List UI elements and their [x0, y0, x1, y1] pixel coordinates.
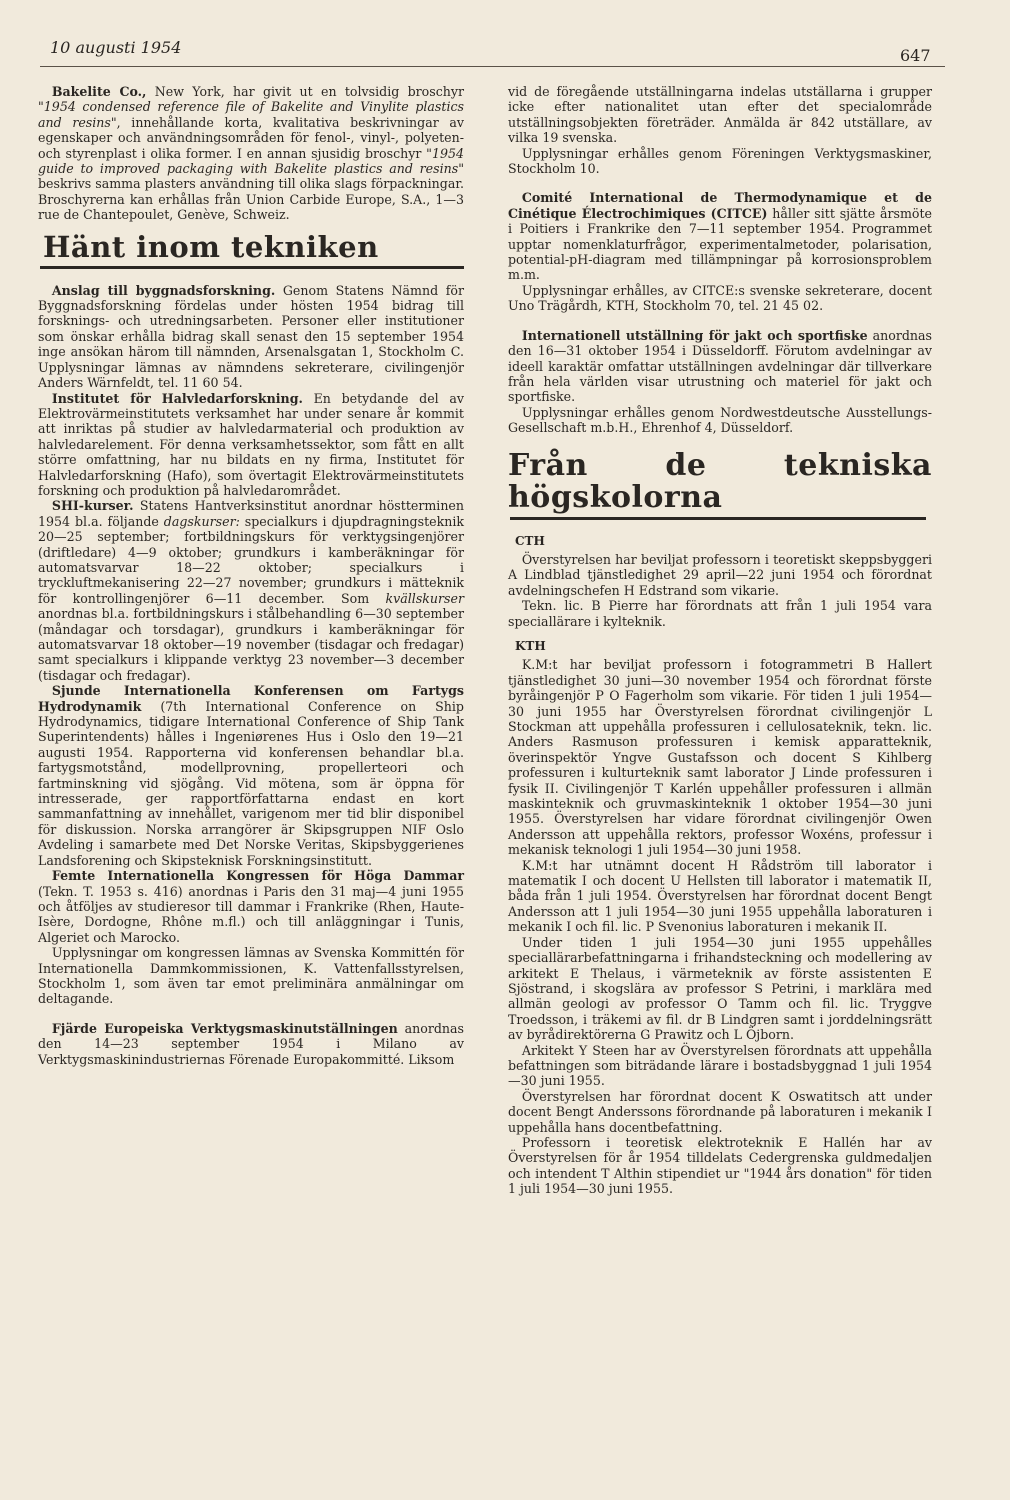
halvledar-article: Institutet för Halvledarforskning. En betydande del av Elektrovärmeinstitutets verksamhet har under senare år kommit att inriktas på studier av halvledarmaterial och produktion av halvledarelement. För denna verksamhetssektor, som fått en allt större omfattning, har nu bildats en ny firma, Institutet för Halvledarforskning (Hafo), som övertagit Elektrovärmeinstitutets forskning och produktion på halvledarområdet. — [38, 390, 464, 498]
cth-heading: CTH — [515, 533, 545, 548]
left-column — [38, 84, 464, 1067]
anslag-article: Anslag till byggnadsforskning. Genom Statens Nämnd för Byggnadsforskning fördelas under hösten 1954 bidrag till forsknings- och utredningsarbeten. Personer eller institutioner som önskar erhålla bidrag skall senast den 15 september 1954 inge ansökan härom till nämnden, Arsenalsgatan 1, Stockholm C. Upplysningar lämnas av nämndens sekreterare, civilingenjör Anders Wärnfeldt, tel. 11 60 54. — [38, 282, 464, 391]
section-rule — [40, 266, 464, 269]
article-lead: Comité International de Thermodynamique et de Cinétique Électrochimiques (CITCE) — [508, 190, 932, 221]
brochure-title: "1954 guide to improved packaging with Bakelite plastics and resins" — [38, 145, 464, 177]
article-lead: Internationell utställning för jakt och sportfiske — [521, 327, 868, 343]
fjarde-article: Fjärde Europeiska Verktygsmaskinutställningen anordnas den 14—23 september 1954 i Milano av Verktygsmaskinindustriernas Förenade Europakommitté. Liksom — [38, 1020, 464, 1067]
article-lead: Bakelite Co., — [51, 84, 147, 99]
shi-article: SHI-kurser. Statens Hantverksinstitut anordnar höstterminen 1954 bl.a. följande dagskurser: specialkurs i djupdragningsteknik 20—25 september; fortbildningskurs för verktygsingenjörer (driftledare) 4—9 oktober; grundkurs i kamberäkningar för automatsvarvar 18—22 oktober; specialkurs i tryckluftmekanisering 22—27 november; grundkurs i mätteknik för kontrollingenjörer 6—11 december. Som kvällskurser anordnas bl.a. fortbildningskurs i stålbehandling 6—30 september (måndagar och torsdagar), grundkurs i kamberäkningar för automatsvarvar 18 oktober—19 november (tisdagar och fredagar) samt specialkurs i klippande verktyg 23 november—3 december (tisdagar och fredagar). — [38, 498, 464, 683]
section-rule — [510, 517, 926, 520]
article-lead: Anslag till byggnadsforskning. — [51, 282, 276, 298]
section-heading: Från de tekniska högskolorna — [508, 447, 932, 515]
article-lead: Fjärde Europeiska Verktygsmaskinutställningen — [51, 1020, 398, 1036]
article-lead: Sjunde Internationella Konferensen om Fartygs Hydrodynamik — [38, 683, 464, 714]
brochure-title: "1954 condensed reference file of Bakelite and Vinylite plastics and resins" — [38, 99, 464, 130]
header-rule — [40, 66, 945, 67]
article-lead: Institutet för Halvledarforskning. — [51, 390, 303, 406]
femte-article: Femte Internationella Kongressen för Höga Dammar (Tekn. T. 1953 s. 416) anordnas i Paris den 31 maj—4 juni 1955 och åtföljes av studieresor till dammar i Frankrike (Rhen, Haute-Isère, Dordogne, Rhône m.fl.) och till anläggningar i Tunis, Algeriet och Marocko. Upplysningar om kongressen lämnas av Svenska Kommittén för Internationella Dammkommissionen, K. Vattenfallsstyrelsen, Stockholm 1, som även tar emot preliminära anmälningar om deltagande. — [38, 868, 464, 1007]
article-lead: SHI-kurser. — [51, 498, 134, 514]
page-number: 647 — [900, 46, 931, 65]
kth-heading: KTH — [515, 638, 546, 653]
citce-article: Comité International de Thermodynamique et de Cinétique Électrochimiques (CITCE) håller sitt sjätte årsmöte i Poitiers i Frankrike den 7—11 september 1954. Programmet upptar nomenklaturfrågor, experimentalmetoder, polarisation, potential-pH-diagram med tillämpningar på korrosionsproblem m.m. Upplysningar erhålles, av CITCE:s svenske sekreterare, docent Uno Trägårdh, KTH, Stockholm 70, tel. 21 45 02. — [508, 190, 932, 314]
sjunde-article: Sjunde Internationella Konferensen om Fartygs Hydrodynamik (7th International Conference on Ship Hydrodynamics, tidigare International Conference of Ship Tank Superintendents) hålles i Ingeniørenes Hus i Oslo den 19—21 augusti 1954. Rapporterna vid konferensen behandlar bl.a. fartygsmotstånd, modellprovning, propellerteori och fartminskning vid sjögång. Vid mötena, som är öppna för intresserade, ger rapportförfattarna endast en kort sammanfattning av innehållet, varigenom mer tid blir disponibel för diskussion. Norska arrangörer är Skipsgruppen NIF Oslo Avdeling i samarbete med Det Norske Veritas, Skipsbyggerienes Landsforening och Skipsteknisk Forskningsinstitutt. — [38, 683, 464, 868]
right-column: vid de föregående utställningarna indelas utställarna i grupper icke efter nationalitet utan efter det specialområde utställningsobjekten företräder. Anmälda är 842 utställare, av vilka 19 svenska. Upplysningar erhålles genom Föreningen Verktygsmaskiner, Stockholm 10. Comité International de Thermodynamique et de Cinétique Électrochimiques (CITCE) håller sitt sjätte årsmöte i Poitiers i Frankrike den 7—11 september 1954. Programmet upptar nomenklaturfrågor, experimentalmetoder, polarisation, potential-pH-diagram med tillämpningar på korrosionsproblem m.m. Upplysningar erhålles, av CITCE:s svenske sekreterare, docent Uno Trägårdh, KTH, Stockholm 70, tel. 21 45 02. Internationell utställning för jakt och sportfiske anordnas den 16—31 oktober 1954 i Düsseldorff. Förutom avdelningar av ideell karaktär omfattar utställningen avdelningar där tillverkare från hela världen visar utrustning och materiel för jakt och sportfiske. Upplysningar erhålles genom Nordwestdeutsche Ausstellungs-Gesellschaft m.b.H., Ehrenhof 4, Düsseldorf. Från de tekniska högskolorna CTH Överstyrelsen har beviljat professorn i teoretiskt skeppsbyggeri A Lindblad tjänstledighet 29 april—22 juni 1954 och förordnat avdelningschefen H Edstrand som vikarie. Tekn. lic. B Pierre har förordnats att från 1 juli 1954 vara speciallärare i kylteknik. KTH K.M:t har beviljat professorn i fotogrammetri B Hallert tjänstledighet 30 juni—30 november 1954 och förordnat förste byråingenjör P O Fagerholm som vikarie. För tiden 1 juli 1954—30 juni 1955 har Överstyrelsen förordnat civilingenjör L Stockman att uppehålla professuren i cellulosateknik, tekn. lic. Anders Rasmuson professuren i kemisk apparatteknik, överinspektör Yngve Gustafsson och docent S Kihlberg professuren i kulturteknik samt laborator J Linde professuren i fysik II. Civilingenjör T Karlén uppehåller professuren i allmän maskinteknik och gruvmaskinteknik 1 oktober 1954—30 juni 1955. Överstyrelsen har vidare förordnat civilingenjör Owen Andersson att uppehålla rektors, professor Woxéns, professur i mekanisk teknologi 1 juli 1954—30 juni 1958. K.M:t har utnämnt docent H Rådström till laborator i matematik I och docent U Hellsten till laborator i matematik II, båda från 1 juli 1954. Överstyrelsen har förordnat docent Bengt Andersson att 1 juli 1954—30 juni 1955 uppehålla laboraturen i mekanik I och fil. lic. P Svenonius laboraturen i mekanik II. Under tiden 1 juli 1954—30 juni 1955 uppehålles speciallärarbefattningarna i frihandsteckning och modellering av arkitekt E Thelaus, i värmeteknik av förste assistenten E Sjöstrand, i skogslära av professor S Petrini, i marklära med allmän geologi av professor O Tamm och fil. lic. Tryggve Troedsson, i träkemi av fil. dr B Lindgren samt i jorddelningsrätt av byrådirektörerna G Prawitz och L Öjborn. Arkitekt Y Steen har av Överstyrelsen förordnats att uppehålla befattningen som biträdande lärare i bostadsbyggnad 1 juli 1954—30 juni 1955. Överstyrelsen har förordnat docent K Oswatitsch att under docent Bengt Anderssons förordnande på laboraturen i mekanik I uppehålla hans docentbefattning. Professorn i teoretisk elektroteknik E Hallén har av Överstyrelsen för år 1954 tilldelats Cedergrenska guldmedaljen och intendent T Althin stipendiet ur "1944 års donation" för tiden 1 juli 1954—30 juni 1955. — [508, 84, 932, 1197]
jakt-article: Internationell utställning för jakt och sportfiske anordnas den 16—31 oktober 1954 i Düsseldorff. Förutom avdelningar av ideell karaktär omfattar utställningen avdelningar där tillverkare från hela världen visar utrustning och materiel för jakt och sportfiske. Upplysningar erhålles genom Nordwestdeutsche Ausstellungs-Gesellschaft m.b.H., Ehrenhof 4, Düsseldorf. — [508, 327, 932, 436]
continued-article: vid de föregående utställningarna indelas utställarna i grupper icke efter nationalitet utan efter det specialområde utställningsobjekten företräder. Anmälda är 842 utställare, av vilka 19 svenska. Upplysningar erhålles genom Föreningen Verktygsmaskiner, Stockholm 10. — [508, 84, 932, 177]
section-heading: Hänt inom tekniken — [43, 229, 379, 264]
article-lead: Femte Internationella Kongressen för Höga Dammar — [51, 868, 464, 884]
issue-date: 10 augusti 1954 — [50, 38, 182, 57]
bakelite-article: Bakelite Co., New York, har givit ut en tolvsidig broschyr "1954 condensed reference file of Bakelite and Vinylite plastics and resins", innehållande korta, kvalitativa beskrivningar av egenskaper och användningsområden för fenol-, vinyl-, polyeten- och styrenplast i olika former. I en annan sjusidig broschyr "1954 guide to improved packaging with Bakelite plastics and resins" beskrivs samma plasters användning till olika slags förpackningar. Broschyrerna kan erhållas från Union Carbide Europe, S.A., 1—3 rue de Chantepoulet, Genève, Schweiz. — [38, 84, 464, 223]
